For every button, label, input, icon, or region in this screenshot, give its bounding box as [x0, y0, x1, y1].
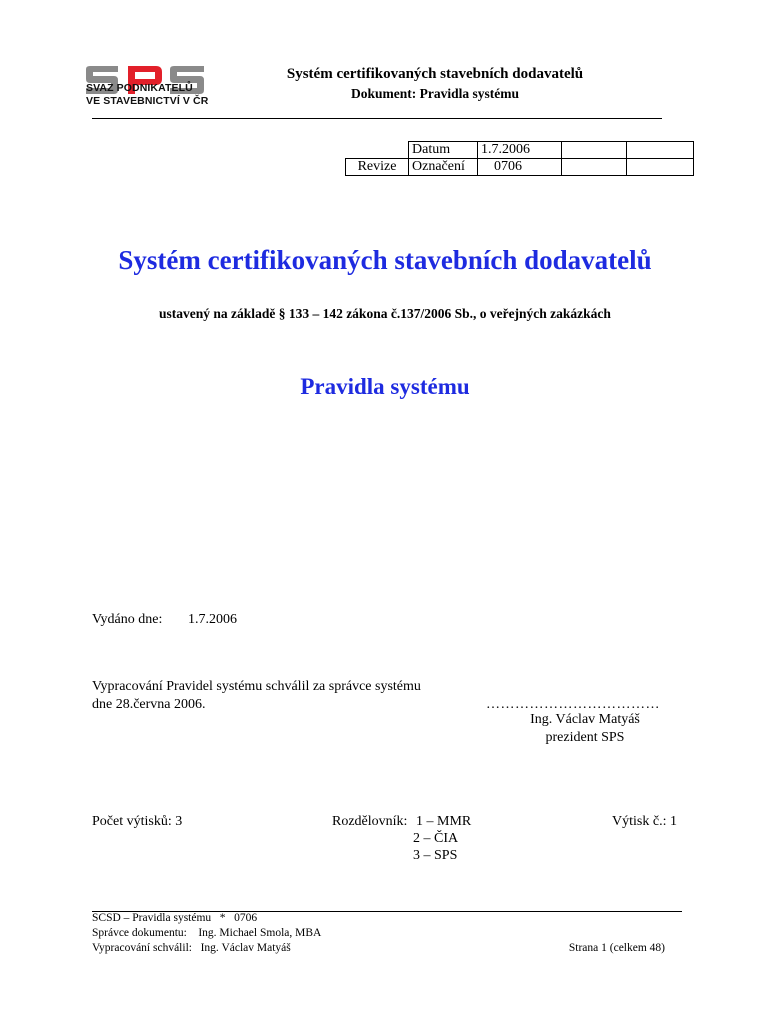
footer-line1: SCSD – Pravidla systému * 0706	[92, 912, 258, 924]
footer-line3: Vypracování schválil: Ing. Václav Matyáš	[92, 942, 291, 954]
signature-line: ………………………………	[486, 697, 660, 712]
copy-number: Výtisk č.: 1	[612, 814, 677, 829]
logo-subtitle	[86, 82, 216, 108]
distribution-item: 3 – SPS	[413, 848, 458, 863]
issued-label: Vydáno dne:	[92, 612, 163, 627]
empty-cell	[562, 142, 627, 159]
copies-count: Počet výtisků: 3	[92, 814, 183, 829]
document-subtitle: ustavený na základě § 133 – 142 zákona č.137/2006 Sb., o veřejných zakázkách	[159, 306, 611, 321]
empty-cell	[562, 159, 627, 176]
logo-subtitle-line2: VE STAVEBNICTVÍ V ČR	[86, 95, 209, 107]
distribution-item: 2 – ČIA	[413, 831, 459, 846]
header-rule	[92, 118, 662, 119]
table-row	[346, 142, 694, 159]
revision-label-empty	[346, 142, 409, 159]
signatory-role: prezident SPS	[545, 730, 625, 745]
date-value: 1.7.2006	[478, 142, 562, 159]
distribution-label: Rozdělovník:	[332, 814, 408, 829]
distribution-item: 1 – MMR	[416, 814, 472, 829]
header-document: Dokument: Pravidla systému	[351, 86, 519, 101]
revision-label: Revize	[346, 159, 409, 176]
mark-label: Označení	[409, 159, 478, 176]
empty-cell	[627, 142, 694, 159]
revision-table	[345, 141, 694, 176]
approval-line2: dne 28.června 2006.	[92, 697, 206, 712]
document-title: Systém certifikovaných stavebních dodavatelů	[118, 245, 652, 275]
header-title: Systém certifikovaných stavebních dodavatelů	[286, 66, 584, 82]
table-row	[346, 159, 694, 176]
approval-line1: Vypracování Pravidel systému schválil za správce systému	[92, 679, 421, 694]
mark-value: 0706	[478, 159, 562, 176]
footer-line2: Správce dokumentu: Ing. Michael Smola, MBA	[92, 927, 322, 939]
logo-subtitle-line1: SVAZ PODNIKATELŮ	[86, 82, 193, 94]
empty-cell	[627, 159, 694, 176]
section-title: Pravidla systému	[300, 374, 470, 399]
signatory-name: Ing. Václav Matyáš	[530, 712, 640, 727]
date-label: Datum	[409, 142, 478, 159]
issued-date: 1.7.2006	[188, 612, 237, 627]
page-number: Strana 1 (celkem 48)	[568, 942, 665, 954]
approval-text	[92, 678, 472, 714]
